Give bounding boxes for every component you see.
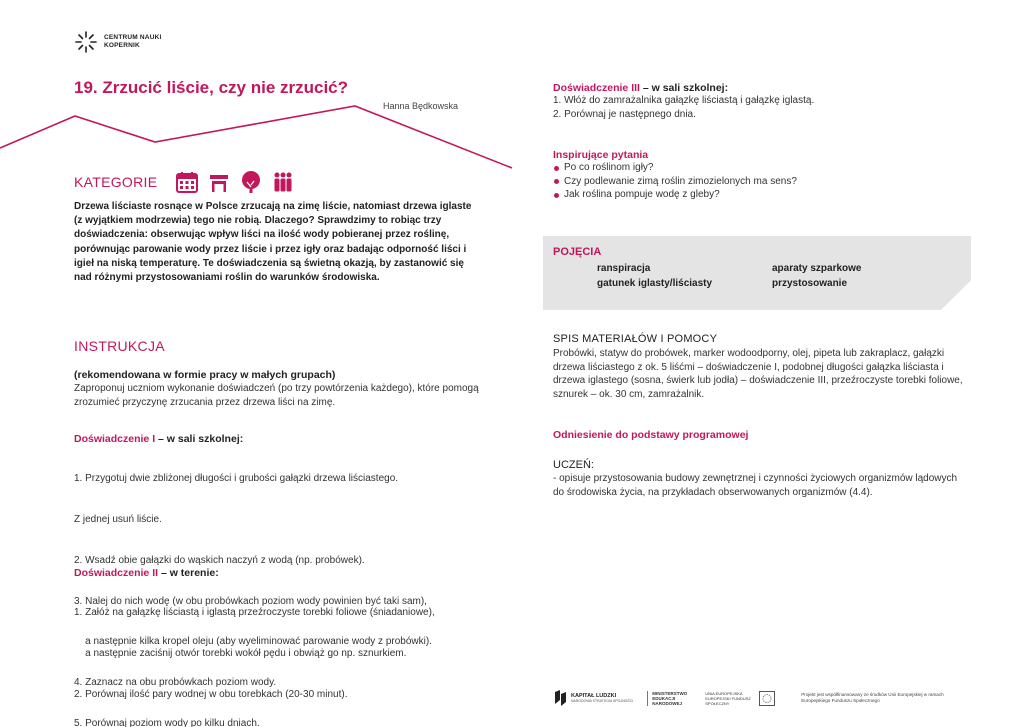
instruction-heading: INSTRUKCJA: [74, 338, 165, 354]
group-icon: [271, 170, 295, 194]
list-item: 2. Porównaj ilość pary wodnej w obu torebkach (20-30 minut).: [74, 688, 348, 700]
materials-heading: SPIS MATERIAŁÓW I POMOCY: [553, 333, 718, 345]
experiment-3-name: Doświadczenie III: [553, 82, 640, 94]
experiment-3-heading: [553, 82, 973, 94]
categories-row: [74, 170, 303, 194]
experiment-3-steps: [553, 94, 973, 121]
experiment-2-name: Doświadczenie II: [74, 567, 159, 579]
experiment-2: [74, 567, 504, 727]
brand-line-2: KOPERNIK: [104, 42, 140, 49]
experiment-1-location: – w sali szkolnej:: [155, 433, 244, 445]
concepts-heading: POJĘCIA: [553, 246, 602, 258]
kapital-ludzki-icon: [553, 690, 567, 706]
concepts-grid: [597, 262, 917, 291]
categories-label: KATEGORIE: [74, 174, 158, 190]
list-item: Jak roślina pompuje wodę z gleby?: [553, 188, 973, 202]
list-item: 5. Porównaj poziom wody po kilku dniach.: [74, 717, 260, 727]
questions-list: [553, 161, 973, 202]
instruction-subheading: (rekomendowana w formie pracy w małych grupach): [74, 369, 336, 381]
materials-text: Probówki, statyw do probówek, marker wodoodporny, olej, pipeta lub zakraplacz, gałązki drzewa liściastego z ok. 5 liśćmi – doświadczenie I, podobnej długości gałązka liściasta i drzewa iglastego (sosna, świerk lub jodła) – doświadczenie III, przeźroczyste torebki foliowe, sznurek – ok. 30 cm, zamrażalnik.: [553, 348, 963, 400]
brand-logo: [74, 30, 174, 54]
tree-icon: [239, 170, 263, 194]
concept-item: gatunek iglasty/liściasty: [597, 277, 713, 289]
list-item: 2. Porównaj je następnego dnia.: [553, 108, 696, 120]
list-item: 2. Wsadź obie gałązki do wąskich naczyń z wodą (np. probówek).: [74, 554, 365, 566]
eu-flag-icon: [759, 691, 775, 706]
experiment-2-location: – w terenie:: [158, 567, 219, 579]
list-item: a następnie zaciśnij otwór torebki wokół pędu i obwiąż go np. sznurkiem.: [74, 647, 407, 659]
curriculum-heading: Odniesienie do podstawy programowej: [553, 429, 749, 441]
project-note: Projekt jest współfinansowany ze środków Unii Europejskiej w ramach Europejskiego Funduszu Społecznego: [801, 692, 944, 703]
school-desk-icon: [207, 170, 231, 194]
experiment-2-heading: [74, 567, 504, 579]
list-item: 4. Zaznacz na obu probówkach poziom wody.: [74, 677, 277, 689]
eu-stars-icon: [760, 693, 774, 704]
instruction-text: Zaproponuj uczniom wykonanie doświadczeń (po trzy powtórzenia każdego), które pomogą zrozumieć przyczynę zrzucania przez drzewa liści na zimę.: [74, 383, 479, 408]
list-item: a następnie kilka kropel oleju (aby wyeliminować parowanie wody z probówki).: [74, 636, 432, 648]
calendar-icon: [175, 170, 199, 194]
experiment-2-steps: [74, 579, 504, 727]
ministry-logo: MINISTERSTWO EDUKACJI NARODOWEJ: [647, 691, 691, 706]
list-item: Po co roślinom igły?: [553, 161, 973, 175]
student-heading: UCZEŃ:: [553, 459, 594, 471]
concept-item: przystosowanie: [772, 277, 848, 289]
curriculum-text: - opisuje przystosowania budowy zewnętrznej i czynności życiowych organizmów lądowych do środowiska życia, na przykładach obserwowanych organizmów (4.4).: [553, 473, 958, 498]
experiment-3: [553, 82, 973, 121]
kapital-ludzki-logo: [553, 690, 633, 706]
page-title: 19. Zrzucić liście, czy nie zrzucić?: [74, 78, 349, 97]
list-item: 1. Przygotuj dwie zbliżonej długości i grubości gałązki drzewa liściastego.: [74, 473, 399, 485]
questions-heading: Inspirujące pytania: [553, 149, 649, 161]
list-item: 1. Włóż do zamrażalnika gałązkę liściastą i gałązkę iglastą.: [553, 95, 815, 106]
brand-line-1: CENTRUM NAUKI: [104, 34, 162, 41]
concept-item: aparaty szparkowe: [772, 263, 862, 274]
list-item: 1. Załóż na gałązkę liściastą i iglastą przeźroczyste torebki foliowe (śniadaniowe),: [74, 607, 435, 619]
kl-subtitle: NARODOWA STRATEGIA SPÓJNOŚCI: [571, 699, 634, 703]
concept-item: ranspiracja: [597, 263, 651, 274]
list-item: 3. Nalej do nich wodę (w obu probówkach poziom wody powinien być taki sam),: [74, 595, 427, 607]
kl-title: KAPITAŁ LUDZKI: [571, 693, 617, 699]
star-burst-icon: [74, 30, 98, 54]
questions-section: [553, 149, 973, 202]
experiment-1-heading: [74, 433, 504, 445]
author-name: Hanna Będkowska: [383, 101, 459, 111]
brand-name: [104, 34, 174, 50]
decorative-line: [0, 100, 520, 180]
list-item: Z jednej usuń liście.: [74, 513, 162, 525]
intro-text: Drzewa liściaste rosnące w Polsce zrzucają na zimę liście, natomiast drzewa iglaste (z wyjątkiem modrzewia) tego nie robią. Dlaczego? Sprawdzimy to robiąc trzy doświadczenia: obserwując wpływ liści na ilość wody pobieranej przez roślinę, porównując parowanie wody przez liście i przez igły oraz badając odporność liści i igieł na niską temperaturę. Te doświadczenia są świetną okazją, by zastanowić się nad różnymi przystosowaniami roślin do warunków środowiska.: [74, 201, 472, 284]
footer-logos: [553, 690, 951, 706]
experiment-1-name: Doświadczenie I: [74, 433, 156, 445]
experiment-3-location: – w sali szkolnej:: [639, 82, 729, 94]
eu-logo: [705, 691, 775, 706]
list-item: Czy podlewanie zimą roślin zimozielonych ma sens?: [553, 175, 973, 189]
eu-text: UNIA EUROPEJSKA EUROPEJSKI FUNDUSZ SPOŁECZNY: [705, 690, 751, 706]
